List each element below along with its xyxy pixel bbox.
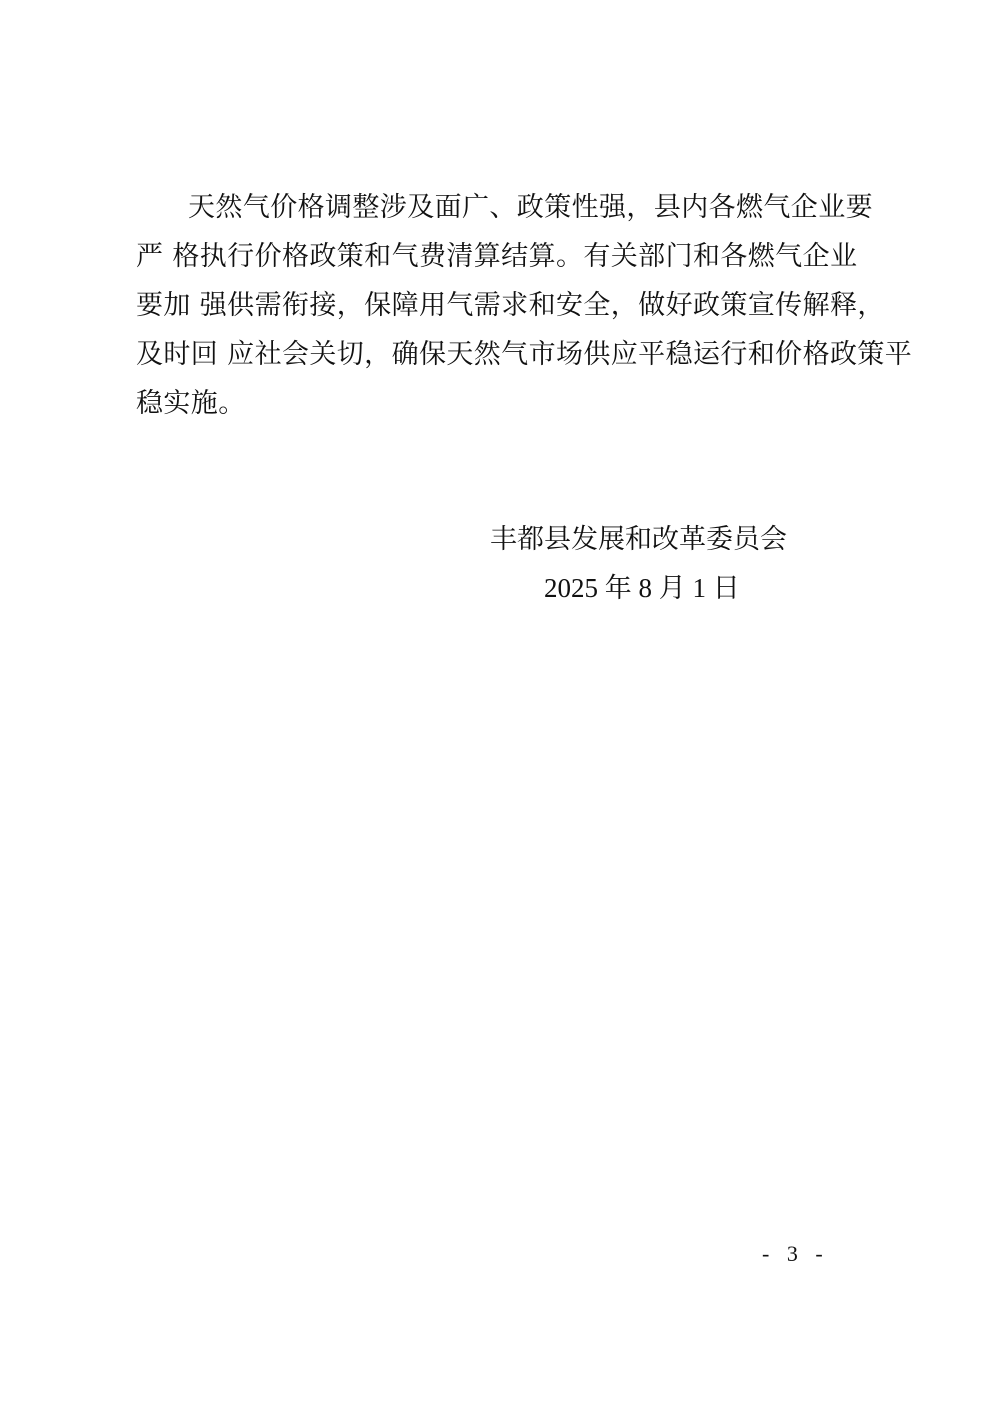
paragraph-line-3: 要加 强供需衔接，保障用气需求和安全，做好政策宣传解释， <box>136 290 885 321</box>
paragraph-line-1: 天然气价格调整涉及面广、政策性强，县内各燃气企业要 <box>188 192 873 223</box>
paragraph-line-4: 及时回 应社会关切，确保天然气市场供应平稳运行和价格政策平 <box>136 339 913 370</box>
paragraph-line-2: 严 格执行价格政策和气费清算结算。有关部门和各燃气企业 <box>136 241 858 272</box>
issue-date: 2025 年 8 月 1 日 <box>544 573 740 603</box>
page-number: - 3 - <box>762 1241 829 1266</box>
paragraph-line-5: 稳实施。 <box>136 388 246 419</box>
issuing-organization: 丰都县发展和改革委员会 <box>490 524 787 555</box>
